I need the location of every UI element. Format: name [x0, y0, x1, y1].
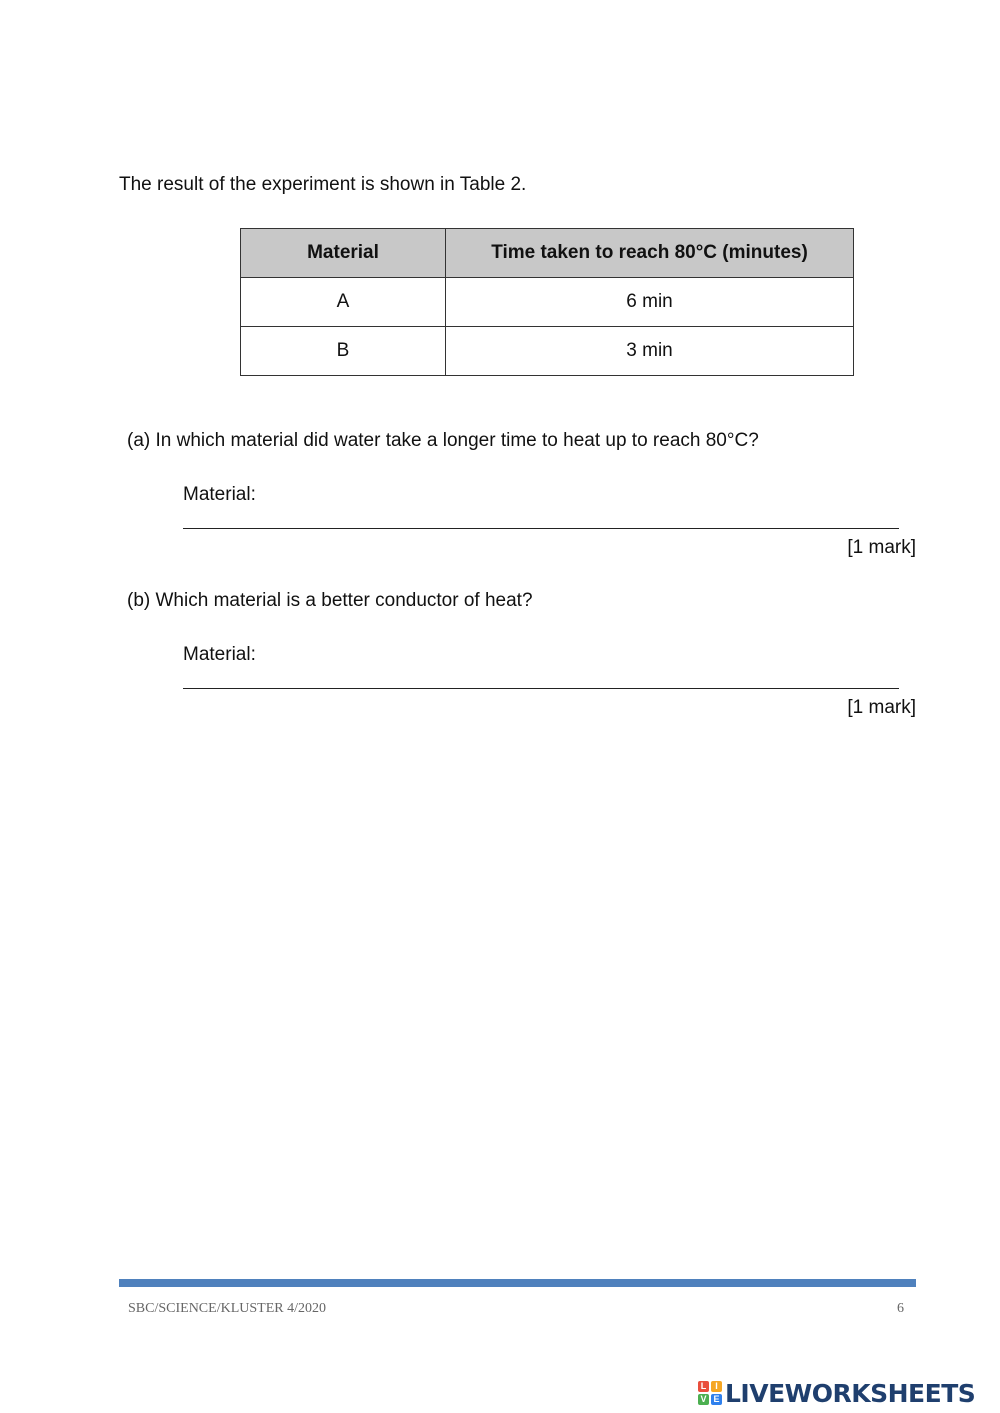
brand-text: LIVEWORKSHEETS	[725, 1378, 976, 1408]
answer-label-a: Material:	[183, 484, 256, 505]
mark-a: [1 mark]	[847, 537, 916, 558]
logo-letter: I	[711, 1381, 722, 1392]
answer-label-b: Material:	[183, 644, 256, 665]
footer-divider-bar	[119, 1279, 916, 1287]
logo-letter: E	[711, 1394, 722, 1405]
table-header-row	[241, 229, 854, 278]
answer-line-b[interactable]	[183, 688, 899, 689]
question-b: (b) Which material is a better conductor of heat?	[127, 590, 533, 611]
cell-material: A	[241, 278, 446, 327]
results-table	[240, 228, 854, 376]
header-material: Material	[241, 229, 446, 278]
answer-line-a[interactable]	[183, 528, 899, 529]
logo-letter: V	[698, 1394, 709, 1405]
footer-page-number: 6	[897, 1301, 904, 1316]
table-row	[241, 327, 854, 376]
cell-material: B	[241, 327, 446, 376]
liveworksheets-logo-icon	[698, 1381, 722, 1405]
footer-code: SBC/SCIENCE/KLUSTER 4/2020	[128, 1301, 326, 1316]
question-a: (a) In which material did water take a longer time to heat up to reach 80°C?	[127, 430, 759, 451]
cell-time: 3 min	[446, 327, 854, 376]
header-time-taken: Time taken to reach 80°C (minutes)	[446, 229, 854, 278]
liveworksheets-brand	[698, 1377, 975, 1409]
table-row	[241, 278, 854, 327]
logo-letter: L	[698, 1381, 709, 1392]
mark-b: [1 mark]	[847, 697, 916, 718]
intro-text: The result of the experiment is shown in Table 2.	[119, 174, 527, 195]
cell-time: 6 min	[446, 278, 854, 327]
